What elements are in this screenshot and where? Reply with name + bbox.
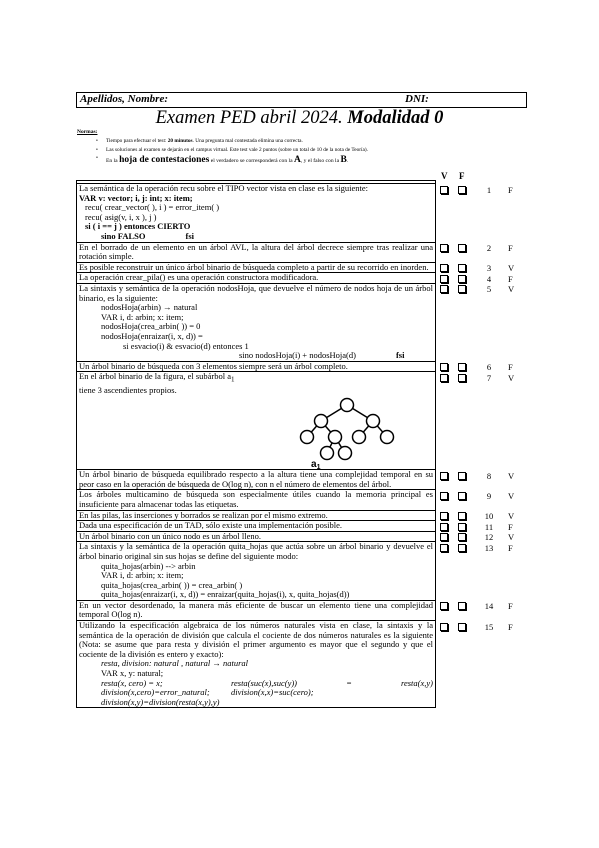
norma-text: Tiempo para efectuar el test:: [106, 138, 168, 144]
question-number: 11: [484, 521, 494, 532]
question-row: [77, 490, 436, 510]
question-cell-7: [77, 372, 436, 470]
name-label: Apellidos, Nombre:: [80, 93, 168, 105]
question-row: [77, 361, 436, 372]
norma-bold: hoja de contestaciones: [119, 155, 210, 165]
norma-text: , y el falso con la: [300, 158, 341, 164]
checkbox-f-9[interactable]: [458, 492, 466, 500]
code-line: recu( crear_vector( ), i ) = error_item( ): [85, 202, 220, 213]
checkbox-v-10[interactable]: [440, 512, 448, 520]
checkbox-f-10[interactable]: [458, 512, 466, 520]
norma-text: Las soluciones al examen se dejarán en el campus virtual. Este test vale 2 puntos (sobre un total de 10 de la nota de Teoría).: [106, 147, 368, 153]
code-line: resta(x, cero) = x;: [101, 677, 163, 688]
question-number: 9: [486, 490, 492, 501]
checkbox-v-3[interactable]: [440, 264, 448, 272]
code-line: VAR i, d: arbin; x: item;: [101, 570, 184, 581]
question-row: [77, 262, 436, 273]
checkbox-v-9[interactable]: [440, 492, 448, 500]
checkbox-v-8[interactable]: [440, 472, 448, 480]
question-cell-14: En un vector desordenado, la manera más eficiente de buscar un elemento tiene una complejidad temporal O(log n).: [77, 600, 436, 620]
f-column-header: F: [459, 171, 465, 181]
question-number: 1: [486, 184, 492, 195]
question-row: [77, 372, 436, 470]
question-number: 13: [484, 542, 494, 553]
checkbox-v-11[interactable]: [440, 523, 448, 531]
norma-item-3: [96, 155, 349, 165]
question-number: 2: [486, 243, 492, 254]
question-cell-11: Dada una especificación de un TAD, sólo existe una implementación posible.: [77, 521, 436, 532]
question-number: 15: [484, 621, 494, 632]
code-line: sino FALSO: [101, 230, 146, 241]
question-cell-13: [77, 542, 436, 601]
question-row: [77, 621, 436, 708]
checkbox-f-14[interactable]: [458, 602, 466, 610]
checkbox-f-7[interactable]: [458, 374, 466, 382]
dni-label: DNI:: [405, 93, 429, 105]
question-row: [77, 184, 436, 243]
answer-key: F: [508, 542, 513, 553]
exam-title: [0, 108, 599, 129]
question-text: tiene 3 ascendientes propios.: [79, 384, 177, 395]
answer-key: V: [508, 470, 515, 481]
question-cell-9: Los árboles multicamino de búsqueda son especialmente útiles cuando la memoria principal es insuficiente para almacenar todas las etiquetas.: [77, 490, 436, 510]
question-cell-4: La operación crear_pila() es una operación constructora modificadora.: [77, 273, 436, 284]
normas-label: Normas:: [77, 129, 98, 135]
question-number: 8: [486, 470, 492, 481]
question-number: 14: [484, 601, 494, 612]
code-line: fsi: [185, 230, 194, 241]
checkbox-f-8[interactable]: [458, 472, 466, 480]
checkbox-f-4[interactable]: [458, 275, 466, 283]
bullet-icon: •: [96, 155, 98, 161]
question-row: [77, 470, 436, 490]
checkbox-f-12[interactable]: [458, 533, 466, 541]
answer-key: V: [508, 284, 515, 295]
code-line: nodosHoja(crea_arbin( )) = 0: [101, 321, 201, 332]
norma-item-1: [96, 138, 303, 144]
question-cell-3: Es posible reconstruir un único árbol binario de búsqueda completo a partir de su recorrido en inorden.: [77, 262, 436, 273]
answer-key: F: [508, 184, 513, 195]
question-text: Utilizando la especificación algebraica de los números naturales vista en clase, la sintaxis y la semántica de la operación de división que calcula el cociente de dos números naturales es la siguiente (Nota: se asume que para resta y división el primer argumento es mayor que el segundo y que el cociente de la división es entero y exacto):: [79, 620, 433, 659]
student-header-box: [76, 92, 527, 108]
question-cell-5: [77, 283, 436, 361]
question-row: [77, 510, 436, 521]
question-cell-6: Un árbol binario de búsqueda con 3 elementos siempre será un árbol completo.: [77, 361, 436, 372]
question-text: La sintaxis y semántica de la operación nodosHoja, que devuelve el número de nodos hoja de un árbol binario, es la siguiente:: [79, 282, 433, 303]
question-text-part: En el árbol binario de la figura, el subárbol a: [79, 371, 231, 382]
code-line: resta, division: natural , natural → natural: [101, 658, 249, 669]
bullet-icon: •: [96, 147, 98, 153]
question-cell-12: Un árbol binario con un único nodo es un árbol lleno.: [77, 531, 436, 542]
code-line: division(x,y)=division(resta(x,y),y): [101, 696, 220, 707]
norma-bold: A: [293, 155, 301, 165]
checkbox-f-1[interactable]: [458, 186, 466, 194]
answer-key: V: [508, 511, 515, 522]
checkbox-v-1[interactable]: [440, 186, 448, 194]
binary-tree-figure: [287, 397, 407, 469]
checkbox-v-6[interactable]: [440, 363, 448, 371]
question-number: 10: [484, 511, 494, 522]
checkbox-f-13[interactable]: [458, 544, 466, 552]
checkbox-f-11[interactable]: [458, 523, 466, 531]
answer-key: F: [508, 521, 513, 532]
checkbox-v-4[interactable]: [440, 275, 448, 283]
question-cell-2: En el borrado de un elemento en un árbol AVL, la altura del árbol decrece siempre tras realizar una rotación simple.: [77, 242, 436, 262]
code-line: fsi: [395, 350, 405, 361]
code-line: quita_hojas(enraizar(i, x, d)) = enraizar(quita_hojas(i), x, quita_hojas(d)): [101, 589, 350, 600]
checkbox-v-15[interactable]: [440, 623, 448, 631]
code-line: nodosHoja(arbin) → natural: [101, 302, 198, 313]
code-line: resta(suc(x),suc(y)) = resta(x,y): [231, 677, 433, 688]
v-column-header: V: [441, 171, 448, 181]
question-row: [77, 531, 436, 542]
code-line: si ( i == j ) entonces CIERTO: [85, 221, 191, 232]
norma-text: . Una pregunta mal contestada elimina una correcta.: [192, 138, 303, 144]
question-row: [77, 242, 436, 262]
checkbox-v-2[interactable]: [440, 244, 448, 252]
code-line: VAR x, y: natural;: [101, 668, 164, 679]
code-line: recu( asig(v, i, x ), j ): [85, 211, 157, 222]
answer-key: F: [508, 362, 513, 373]
checkbox-v-7[interactable]: [440, 374, 448, 382]
checkbox-f-2[interactable]: [458, 244, 466, 252]
checkbox-v-14[interactable]: [440, 602, 448, 610]
question-row: [77, 600, 436, 620]
question-number: 3: [486, 263, 492, 274]
question-row: [77, 273, 436, 284]
question-number: 12: [484, 532, 494, 543]
checkbox-f-15[interactable]: [458, 623, 466, 631]
answer-key: F: [508, 601, 513, 612]
question-cell-8: Un árbol binario de búsqueda equilibrado respecto a la altura tiene una complejidad temporal en su peor caso en la operación de búsqueda de O(log n), con n el número de elementos del árbol.: [77, 470, 436, 490]
checkbox-v-5[interactable]: [440, 285, 448, 293]
code-line: division(x,cero)=error_natural;: [101, 687, 210, 698]
checkbox-v-12[interactable]: [440, 533, 448, 541]
norma-text: el verdadero se corresponderá con la: [209, 158, 294, 164]
question-row: [77, 542, 436, 601]
answer-key: F: [508, 243, 513, 254]
code-line: nodosHoja(enraizar(i, x, d)) =: [101, 330, 203, 341]
norma-item-2: [96, 147, 368, 153]
question-text: [79, 372, 433, 385]
checkbox-f-5[interactable]: [458, 285, 466, 293]
code-line: division(x,x)=suc(cero);: [231, 687, 314, 698]
question-number: 6: [486, 362, 492, 373]
checkbox-f-6[interactable]: [458, 363, 466, 371]
question-number: 5: [486, 284, 492, 295]
question-number: 7: [486, 372, 492, 383]
code-line: sino nodosHoja(i) + nodosHoja(d): [239, 350, 356, 361]
title-modalidad: Modalidad 0: [347, 108, 444, 128]
code-line: si esvacio(i) & esvacio(d) entonces 1: [123, 340, 249, 351]
question-number: 4: [486, 273, 492, 284]
code-line: VAR i, d: arbin; x: item;: [101, 311, 184, 322]
code-line: quita_hojas(crea_arbin( )) = crea_arbin( ): [101, 579, 243, 590]
answer-key: V: [508, 263, 515, 274]
question-text: La semántica de la operación recu sobre el TIPO vector vista en clase es la siguiente:: [79, 183, 368, 193]
questions-table: [76, 180, 436, 708]
answer-key: F: [508, 621, 513, 632]
checkbox-v-13[interactable]: [440, 544, 448, 552]
subscript: 1: [231, 375, 235, 384]
answer-key: V: [508, 372, 515, 383]
question-row: [77, 283, 436, 361]
code-line: quita_hojas(arbin) --> arbin: [101, 560, 196, 571]
bullet-icon: •: [96, 138, 98, 144]
answer-key: F: [508, 273, 513, 284]
norma-text: En la: [106, 158, 120, 164]
title-text: Examen PED abril 2024.: [155, 108, 348, 128]
code-line: VAR v: vector; i, j: int; x: item;: [79, 192, 193, 203]
question-row: [77, 521, 436, 532]
norma-bold: 20 minutos: [167, 138, 193, 144]
question-cell-1: [77, 184, 436, 243]
answer-key: V: [508, 532, 515, 543]
answer-key: V: [508, 490, 515, 501]
tree-label: $a_1$: [311, 459, 321, 470]
question-cell-15: [77, 621, 436, 708]
norma-bold: B: [340, 155, 347, 165]
question-text: La sintaxis y la semántica de la operación quita_hojas que actúa sobre un árbol binario y devuelve el árbol binario original sin sus hojas se define del siguiente modo:: [79, 541, 433, 561]
norma-text: .: [346, 158, 349, 164]
question-cell-10: En las pilas, las inserciones y borrados se realizan por el mismo extremo.: [77, 510, 436, 521]
checkbox-f-3[interactable]: [458, 264, 466, 272]
